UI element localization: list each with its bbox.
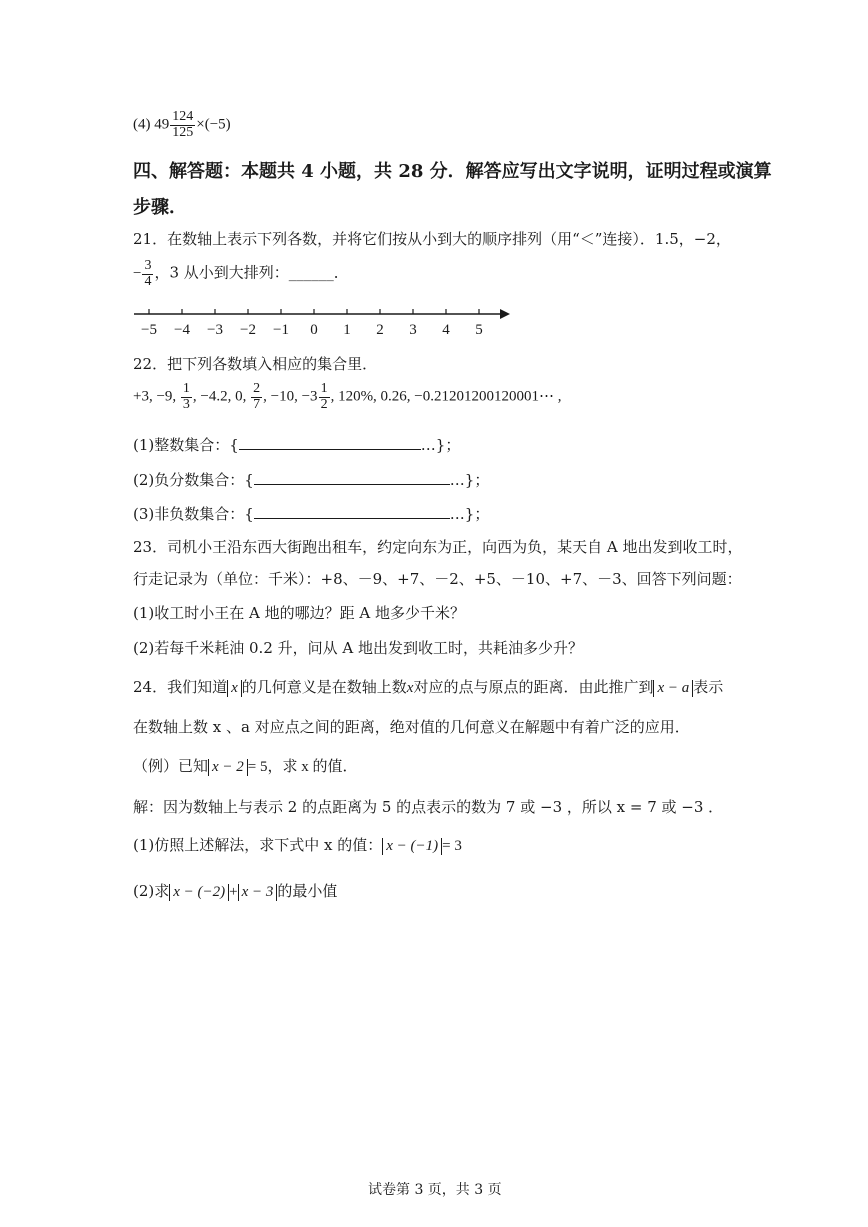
set2-blank[interactable] [254, 470, 450, 485]
number-line-tick-label: 3 [409, 322, 417, 338]
fraction-denominator: 3 [182, 396, 190, 412]
set3-end: …}； [449, 505, 490, 523]
q23-line1: 23．司机小王沿东西大街跑出租车，约定向东为正，向西为负，某天自 A 地出发到收工时， [133, 538, 743, 556]
q21-line1: 21．在数轴上表示下列各数，并将它们按从小到大的顺序排列（用“＜”连接）．1.5，−2， [133, 230, 731, 248]
set2-label: (2)负分数集合：{ [133, 471, 254, 489]
fraction-denominator: 2 [320, 396, 328, 412]
q24-example [133, 755, 358, 776]
q22-title: 22．把下列各数填入相应的集合里． [133, 355, 378, 373]
example-rest: = 5，求 x 的值． [247, 759, 358, 775]
set1-label: (1)整数集合：{ [133, 436, 239, 454]
q24-sub2 [133, 880, 337, 901]
q22-set3 [133, 503, 489, 524]
q23-sub1: (1)收工时小王在 A 地的哪边？距 A 地多少千米？ [133, 604, 465, 622]
plus-sign: + [229, 884, 238, 900]
q22-numbers-part3: , −10, −3 [263, 388, 318, 405]
q21-neg: − [133, 265, 142, 282]
q22-numbers-part1: +3, −9, [133, 388, 180, 405]
var-x: x [406, 680, 414, 696]
abs-x-minus-2: x − 2 [208, 759, 248, 776]
q21-fraction [142, 259, 153, 289]
q22-numbers-part4: , 120%, 0.26, −0.21201200120001⋯ , [330, 388, 562, 405]
fraction-denominator: 125 [172, 124, 194, 140]
fraction-numerator: 124 [172, 109, 194, 124]
q24-line2: 在数轴上数 x 、a 对应点之间的距离，绝对值的几何意义在解题中有着广泛的应用． [133, 718, 690, 736]
q24-l1-c: 对应的点与原点的距离．由此推广到 [413, 678, 654, 696]
number-line-tick-label: 2 [376, 322, 384, 338]
fraction-one-third [181, 382, 192, 412]
fraction-two-sevenths [251, 382, 262, 412]
q24-l1-d: 表示 [693, 678, 724, 696]
q24-solution: 解：因为数轴上与表示 2 的点距离为 5 的点表示的数为 7 或 −3 ，所以 x = 7 或 −3 ． [133, 798, 724, 816]
number-line-tick-label: −5 [141, 322, 157, 338]
section4-heading-line2: 步骤． [133, 197, 187, 218]
set3-blank[interactable] [254, 504, 450, 519]
q20-part4-fraction [170, 110, 195, 140]
q20-part4 [133, 110, 231, 140]
q20-part4-rest: ×(−5) [196, 116, 231, 133]
q24-sub1 [133, 834, 462, 855]
abs-x: x [227, 680, 242, 697]
q23-sub2: (2)若每千米耗油 0.2 升，问从 A 地出发到收工时，共耗油多少升？ [133, 639, 584, 657]
sub1-text: (1)仿照上述解法，求下式中 x 的值： [133, 836, 383, 854]
section4-heading-line1: 四、解答题：本题共 4 小题，共 28 分．解答应写出文字说明，证明过程或演算 [133, 161, 772, 182]
set3-label: (3)非负数集合：{ [133, 505, 254, 523]
page-footer: 试卷第 3 页，共 3 页 [368, 1182, 502, 1198]
set1-end: …}； [420, 436, 461, 454]
q24-line1 [133, 676, 723, 697]
number-line-tick-label: −3 [207, 322, 223, 338]
fraction-numerator: 1 [320, 381, 328, 396]
fraction-denominator: 7 [253, 396, 261, 412]
q22-set2 [133, 469, 489, 490]
q22-set1 [133, 434, 460, 455]
sub2-text: (2)求 [133, 882, 170, 900]
number-line-tick-label: 4 [442, 322, 450, 338]
q24-l1-b: 的几何意义是在数轴上数 [241, 678, 407, 696]
q22-numbers-part2: , −4.2, 0, [192, 388, 251, 405]
number-line [128, 302, 518, 342]
q24-l1-a: 24．我们知道 [133, 678, 228, 696]
number-line-tick-label: 1 [343, 322, 351, 338]
q23-line2: 行走记录为（单位：千米）：+8、－9、+7、－2、+5、－10、+7、－3、回答下列问题： [133, 570, 742, 588]
abs-x-minus-a: x − a [653, 680, 693, 697]
number-line-tick-label: 5 [475, 322, 483, 338]
sub1-rest: = 3 [442, 838, 462, 854]
q20-part4-whole: 49 [154, 116, 170, 133]
set2-end: …}； [449, 471, 490, 489]
abs-x-minus-neg1: x − (−1) [382, 838, 442, 855]
number-line-tick-label: 0 [310, 322, 318, 338]
number-line-tick-label: −1 [273, 322, 289, 338]
q21-line2 [133, 259, 349, 289]
fraction-numerator: 1 [182, 381, 190, 396]
number-line-tick-label: −4 [174, 322, 190, 338]
sub2-rest: 的最小值 [277, 882, 338, 900]
set1-blank[interactable] [239, 435, 421, 450]
fraction-one-half [319, 382, 330, 412]
number-line-tick-label: −2 [240, 322, 256, 338]
q21-line2-rest: ，3 从小到大排列：______． [154, 263, 349, 282]
fraction-numerator: 2 [253, 381, 261, 396]
number-line-arrow [500, 309, 510, 319]
fraction-numerator: 3 [144, 258, 152, 273]
q20-part4-label: (4) [133, 116, 151, 133]
abs-x-minus-3: x − 3 [238, 884, 278, 901]
q22-numbers [133, 382, 562, 412]
fraction-denominator: 4 [144, 273, 152, 289]
abs-x-minus-neg2: x − (−2) [169, 884, 229, 901]
example-label: （例）已知 [133, 757, 209, 775]
